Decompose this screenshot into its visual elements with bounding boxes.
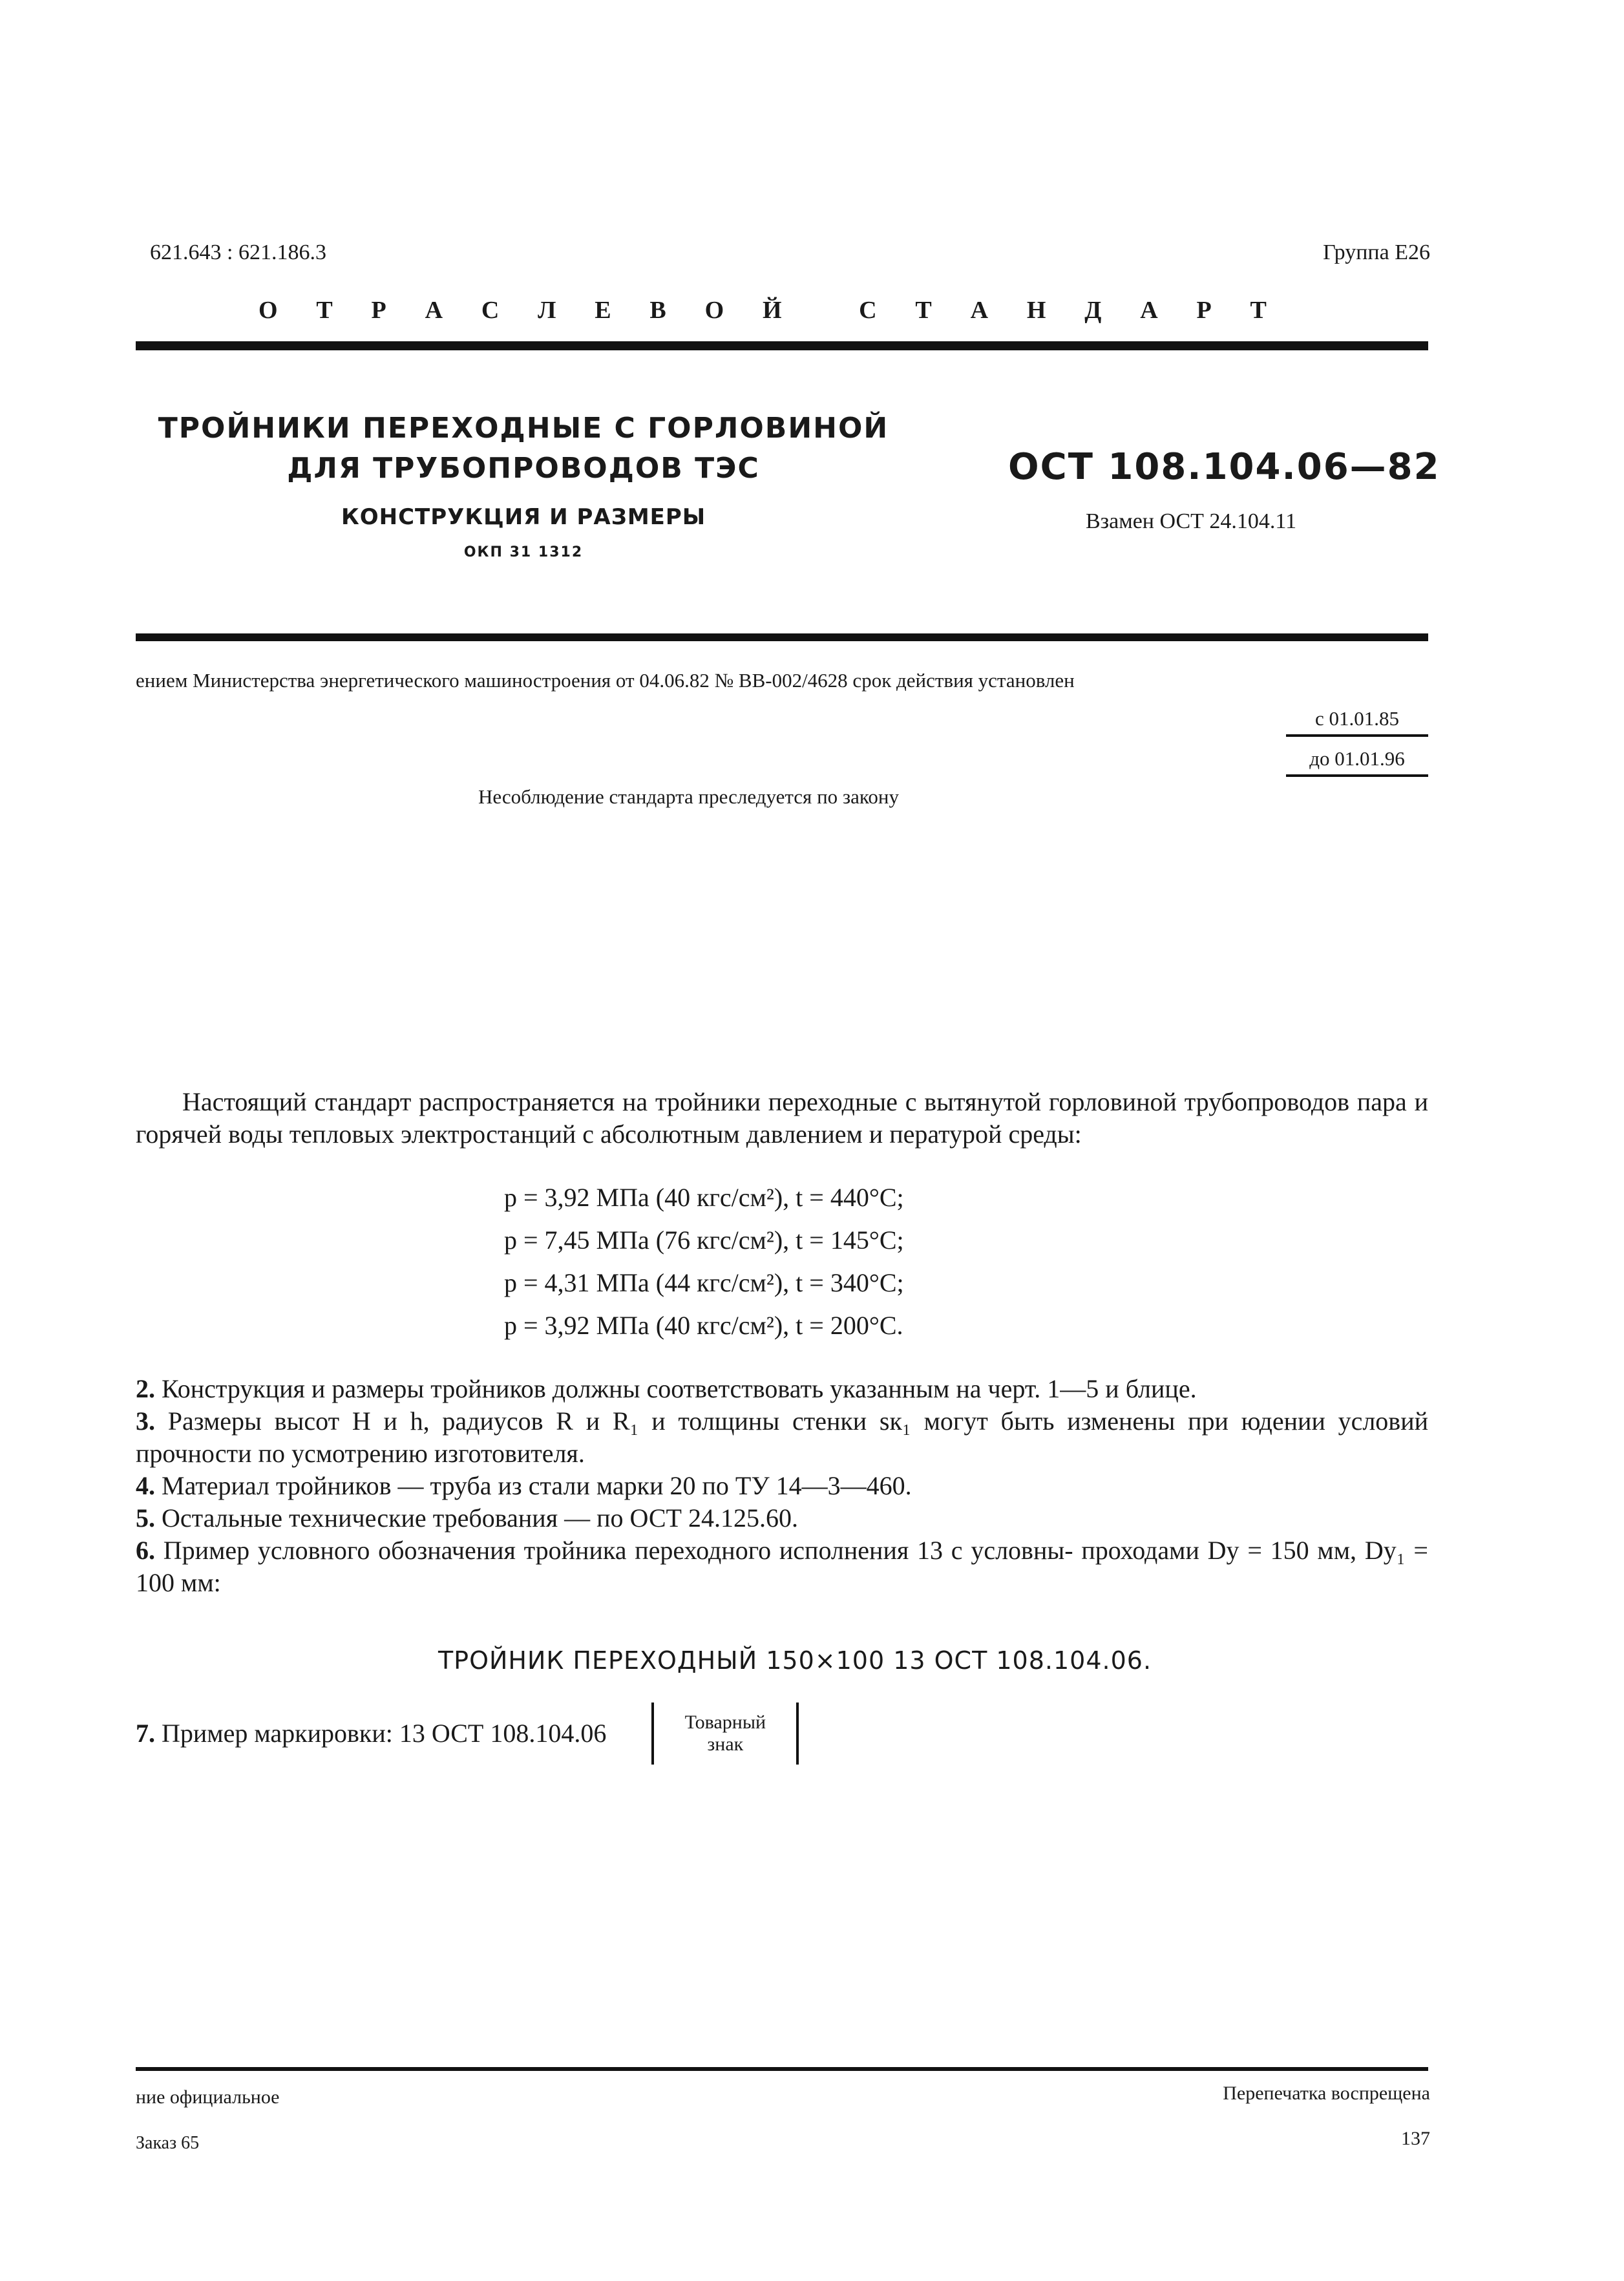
order-number: Заказ 65 [136, 2133, 200, 2153]
clause-2-number: 2. [136, 1374, 155, 1403]
clause-6-text: Пример условного обозначения тройника переходного исполнения 13 с условны- проходами Dу = 150 мм, Dу₁ = 100 мм: [136, 1536, 1428, 1597]
heading-letter: Е [595, 297, 611, 324]
heading-letter: Н [1026, 297, 1046, 324]
heading-letter: А [1140, 297, 1158, 324]
clause-2 [136, 1373, 1428, 1405]
bottom-rule [136, 2067, 1428, 2071]
page-number: 137 [1401, 2128, 1430, 2149]
reprint-prohibited-note: Перепечатка воспрещена [1223, 2083, 1430, 2104]
heading-letter: А [970, 297, 989, 324]
replaces-note: Взамен ОСТ 24.104.11 [1086, 509, 1297, 533]
validity-period [1286, 705, 1428, 777]
group-code: Группа Е26 [1323, 240, 1430, 264]
clause-7 [136, 1717, 606, 1750]
clause-3 [136, 1405, 1428, 1470]
heading-letter: О [258, 297, 278, 324]
clause-2-text: Конструкция и размеры тройников должны соответствовать указанным на черт. 1—5 и блице. [162, 1374, 1197, 1403]
trademark-box [651, 1703, 799, 1765]
standard-designation: ОСТ 108.104.06—82 [1008, 446, 1440, 488]
standard-type-heading [258, 296, 1267, 324]
paragraph-scope: Настоящий стандарт распространяется на тройники переходные с вытянутой горловиной трубопроводов пара и горячей воды тепловых электростанций с абсолютным давлением и пературой среды: [136, 1087, 1428, 1149]
clause-6-number: 6. [136, 1536, 155, 1565]
top-rule [136, 341, 1428, 350]
valid-to: до 01.01.96 [1286, 745, 1428, 777]
subtitle: КОНСТРУКЦИЯ И РАЗМЕРЫ [341, 504, 706, 530]
heading-letter: Й [762, 297, 782, 324]
trademark-label-line-2: знак [707, 1734, 744, 1755]
formula-2: p = 7,45 МПа (76 кгс/см²), t = 145°С; [504, 1225, 904, 1255]
designation-example: ТРОЙНИК ПЕРЕХОДНЫЙ 150×100 13 ОСТ 108.104.06. [438, 1646, 1152, 1675]
heading-letter: О [704, 297, 724, 324]
heading-letter: Т [915, 297, 932, 324]
document-body [136, 1086, 1428, 1765]
heading-letter: Р [1196, 297, 1212, 324]
clause-7-text: Пример маркировки: 13 ОСТ 108.104.06 [162, 1719, 607, 1748]
approval-statement: ением Министерства энергетического машиностроения от 04.06.82 № ВВ-002/4628 срок действия установлен [136, 669, 1075, 692]
heading-letter: С [859, 297, 877, 324]
clause-5-number: 5. [136, 1503, 155, 1533]
clause-4 [136, 1470, 1428, 1502]
law-notice: Несоблюдение стандарта преследуется по закону [478, 785, 899, 808]
okp-code: ОКП 31 1312 [463, 544, 584, 560]
heading-letter: Р [371, 297, 386, 324]
clause-7-number: 7. [136, 1719, 155, 1748]
valid-from: с 01.01.85 [1286, 705, 1428, 737]
heading-letter: А [425, 297, 443, 324]
clause-3-text: Размеры высот H и h, радиусов R и R₁ и толщины стенки sк₁ могут быть изменены при юдении условий прочности по усмотрению изготовителя. [136, 1406, 1429, 1468]
title-block [155, 408, 892, 560]
clause-5 [136, 1502, 1428, 1534]
official-edition-note: ние официальное [136, 2086, 280, 2108]
clause-3-number: 3. [136, 1406, 155, 1436]
middle-rule [136, 633, 1428, 641]
heading-letter: Д [1084, 297, 1102, 324]
formula-4: p = 3,92 МПа (40 кгс/см²), t = 200°С. [504, 1311, 903, 1340]
formula-3: p = 4,31 МПа (44 кгс/см²), t = 340°С; [504, 1268, 904, 1297]
formula-list [504, 1176, 1428, 1347]
marking-example-row [136, 1703, 1428, 1765]
clause-6 [136, 1534, 1428, 1599]
heading-letter: Л [538, 297, 556, 324]
udc-code: 621.643 : 621.186.3 [150, 240, 326, 264]
clause-4-text: Материал тройников — труба из стали марки 20 по ТУ 14—3—460. [162, 1471, 912, 1500]
clause-4-number: 4. [136, 1471, 155, 1500]
trademark-label-line-1: Товарный [684, 1712, 766, 1733]
heading-letter: Т [316, 297, 333, 324]
title-line-2: ДЛЯ ТРУБОПРОВОДОВ ТЭС [287, 452, 760, 485]
formula-1: p = 3,92 МПа (40 кгс/см²), t = 440°С; [504, 1183, 904, 1212]
clause-5-text: Остальные технические требования — по ОСТ 24.125.60. [162, 1503, 798, 1533]
heading-letter: Т [1250, 297, 1267, 324]
heading-letter: В [649, 297, 666, 324]
title-line-1: ТРОЙНИКИ ПЕРЕХОДНЫЕ С ГОРЛОВИНОЙ [158, 412, 889, 445]
heading-letter: С [481, 297, 500, 324]
